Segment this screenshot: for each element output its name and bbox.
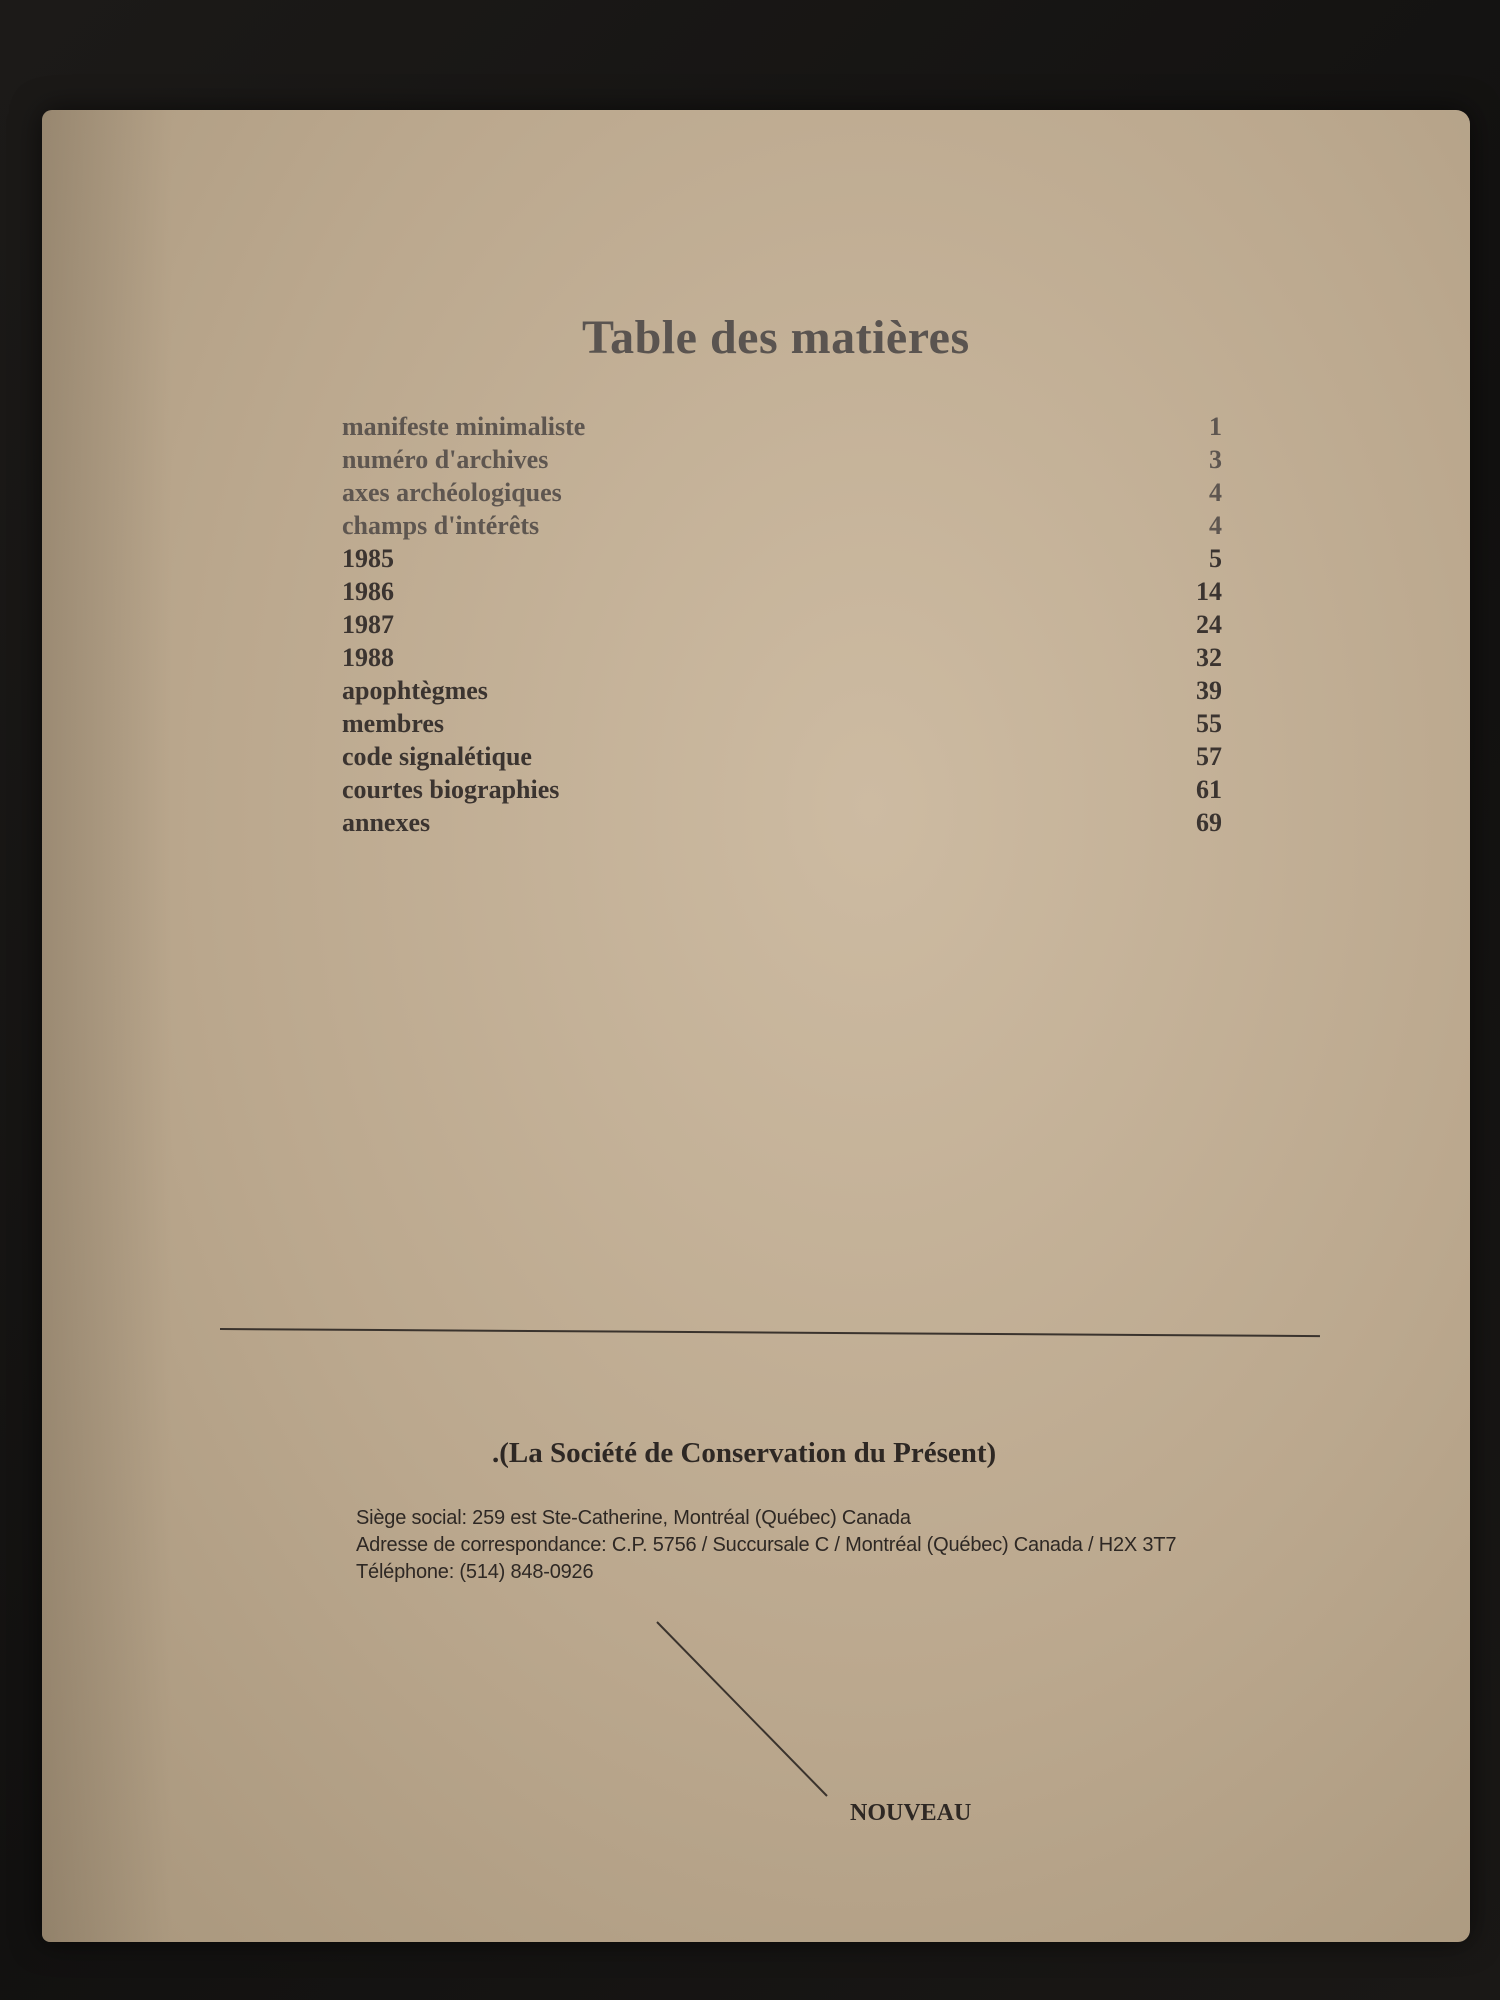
toc-entry-label: numéro d'archives [342, 445, 549, 474]
toc-entry-label: annexes [342, 808, 431, 837]
page-title: Table des matières [582, 311, 970, 364]
toc-entry-label: 1988 [342, 643, 394, 672]
toc-entry-page: 24 [1196, 610, 1222, 639]
toc-entry-label: courtes biographies [342, 775, 560, 804]
toc-entry [342, 443, 1222, 476]
toc-entry [342, 641, 1222, 674]
diagonal-pointer-line [42, 110, 1470, 1942]
toc-entry-page: 55 [1196, 709, 1222, 738]
toc-entry-label: axes archéologiques [342, 478, 562, 507]
toc-entry-page: 57 [1196, 742, 1222, 771]
toc-entry-page: 69 [1196, 808, 1222, 837]
toc-entry [342, 575, 1222, 608]
telephone-number: Téléphone: (514) 848-0926 [356, 1561, 594, 1583]
toc-entry [342, 509, 1222, 542]
address-block [356, 1505, 1406, 1586]
mailing-address: Adresse de correspondance: C.P. 5756 / Succursale C / Montréal (Québec) Canada / H2X 3T7 [356, 1534, 1177, 1556]
toc-entry [342, 542, 1222, 575]
toc-entry-label: apophtègmes [342, 676, 488, 705]
toc-entry-page: 4 [1209, 478, 1222, 507]
toc-entry [342, 707, 1222, 740]
document-page [42, 110, 1470, 1942]
society-name: .(La Société de Conservation du Présent) [492, 1437, 997, 1469]
toc-entry-label: code signalétique [342, 742, 532, 771]
horizontal-divider [220, 1328, 1320, 1337]
toc-entry-label: 1985 [342, 544, 394, 573]
toc-entry-label: membres [342, 709, 445, 738]
toc-entry-label: manifeste minimaliste [342, 412, 586, 441]
toc-entry [342, 608, 1222, 641]
toc-entry [342, 740, 1222, 773]
toc-entry [342, 410, 1222, 443]
toc-entry-page: 61 [1196, 775, 1222, 804]
toc-entry-page: 14 [1196, 577, 1222, 606]
toc-entry-page: 1 [1209, 412, 1222, 441]
toc-entry-page: 3 [1209, 445, 1222, 474]
toc-entry-label: champs d'intérêts [342, 511, 540, 540]
toc-entry-label: 1986 [342, 577, 394, 606]
head-office-address: Siège social: 259 est Ste-Catherine, Montréal (Québec) Canada [356, 1507, 911, 1529]
toc-entry [342, 674, 1222, 707]
toc-entry-label: 1987 [342, 610, 394, 639]
nouveau-label: NOUVEAU [850, 1800, 972, 1826]
toc-entry-page: 5 [1209, 544, 1222, 573]
toc-entry [342, 476, 1222, 509]
toc-entry-page: 32 [1196, 643, 1222, 672]
toc-entry-page: 4 [1209, 511, 1222, 540]
toc-entry [342, 773, 1222, 806]
table-of-contents [342, 410, 1222, 839]
toc-entry-page: 39 [1196, 676, 1222, 705]
toc-entry [342, 806, 1222, 839]
